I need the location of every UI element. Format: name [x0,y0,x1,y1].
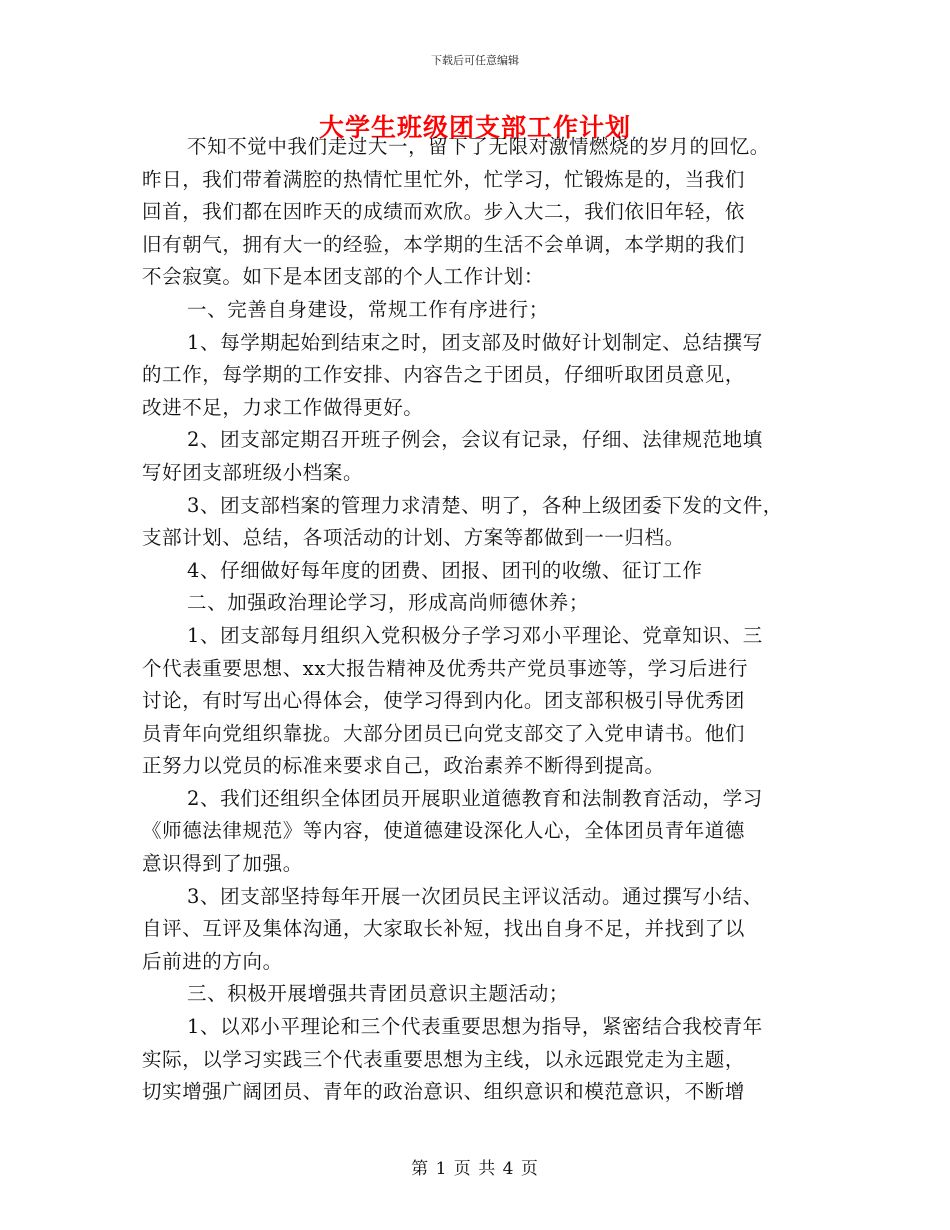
document-title: 大学生班级团支部工作计划 [318,113,631,142]
paragraph-line: 后前进的方向。 [142,949,283,973]
paragraph-line: 2、我们还组织全体团员开展职业道德教育和法制教育活动，学习 [187,786,763,810]
paragraph-line: 切实增强广阔团员、青年的政治意识、组织意识和模范意识，不断增 [142,1080,746,1104]
paragraph-line: 正努力以党员的标准来要求自己，政治素养不断得到提高。 [142,754,665,778]
page-header: 下载后可任意编辑 [431,54,519,67]
paragraph-line: 实际，以学习实践三个代表重要思想为主线，以永远跟党走为主题， [142,1047,746,1071]
paragraph-line: 3、团支部坚持每年开展一次团员民主评议活动。通过撰写小结、 [187,884,763,908]
paragraph-line: 3、团支部档案的管理力求清楚、明了，各种上级团委下发的文件， [187,493,783,517]
paragraph-line: 支部计划、总结，各项活动的计划、方案等都做到一一归档。 [142,526,685,550]
paragraph-line: 员青年向党组织靠拢。大部分团员已向党支部交了入党申请书。他们 [142,721,746,745]
paragraph-line: 1、每学期起始到结束之时，团支部及时做好计划制定、总结撰写 [187,330,763,354]
paragraph-line: 不会寂寞。如下是本团支部的个人工作计划： [142,265,545,289]
paragraph-line: 个代表重要思想、xx大报告精神及优秀共产党员事迹等，学习后进行 [142,656,749,680]
paragraph-line: 的工作，每学期的工作安排、内容告之于团员，仔细听取团员意见， [142,363,746,387]
paragraph-line: 1、团支部每月组织入党积极分子学习邓小平理论、党章知识、三 [187,623,763,647]
paragraph-line: 1、以邓小平理论和三个代表重要思想为指导，紧密结合我校青年 [187,1015,763,1039]
paragraph-line: 改进不足，力求工作做得更好。 [142,395,424,419]
paragraph-line: 意识得到了加强。 [142,852,303,876]
section-heading: 三、积极开展增强共青团员意识主题活动； [187,982,569,1006]
paragraph-line: 讨论，有时写出心得体会，使学习得到内化。团支部积极引导优秀团 [142,689,746,713]
paragraph-line: 4、仔细做好每年度的团费、团报、团刊的收缴、征订工作 [187,558,703,582]
paragraph-line: 自评、互评及集体沟通，大家取长补短，找出自身不足，并找到了以 [142,917,746,941]
paragraph-line: 昨日，我们带着满腔的热情忙里忙外，忙学习，忙锻炼是的，当我们 [142,167,746,191]
section-heading: 二、加强政治理论学习，形成高尚师德休养； [187,591,590,615]
paragraph-line: 不知不觉中我们走过大一，留下了无限对激情燃烧的岁月的回忆。 [187,135,770,158]
page-footer: 第 1 页 共 4 页 [411,1159,539,1179]
paragraph-line: 旧有朝气，拥有大一的经验，本学期的生活不会单调，本学期的我们 [142,232,746,256]
paragraph-line: 写好团支部班级小档案。 [142,460,364,484]
paragraph-line: 2、团支部定期召开班子例会，会议有记录，仔细、法律规范地填 [187,428,763,452]
paragraph-line: 《师德法律规范》等内容，使道德建设深化人心，全体团员青年道德 [142,819,746,843]
section-heading: 一、完善自身建设，常规工作有序进行； [187,297,549,321]
document-body [142,131,812,1109]
paragraph-line: 回首，我们都在因昨天的成绩而欢欣。步入大二，我们依旧年轻，依 [142,200,746,224]
